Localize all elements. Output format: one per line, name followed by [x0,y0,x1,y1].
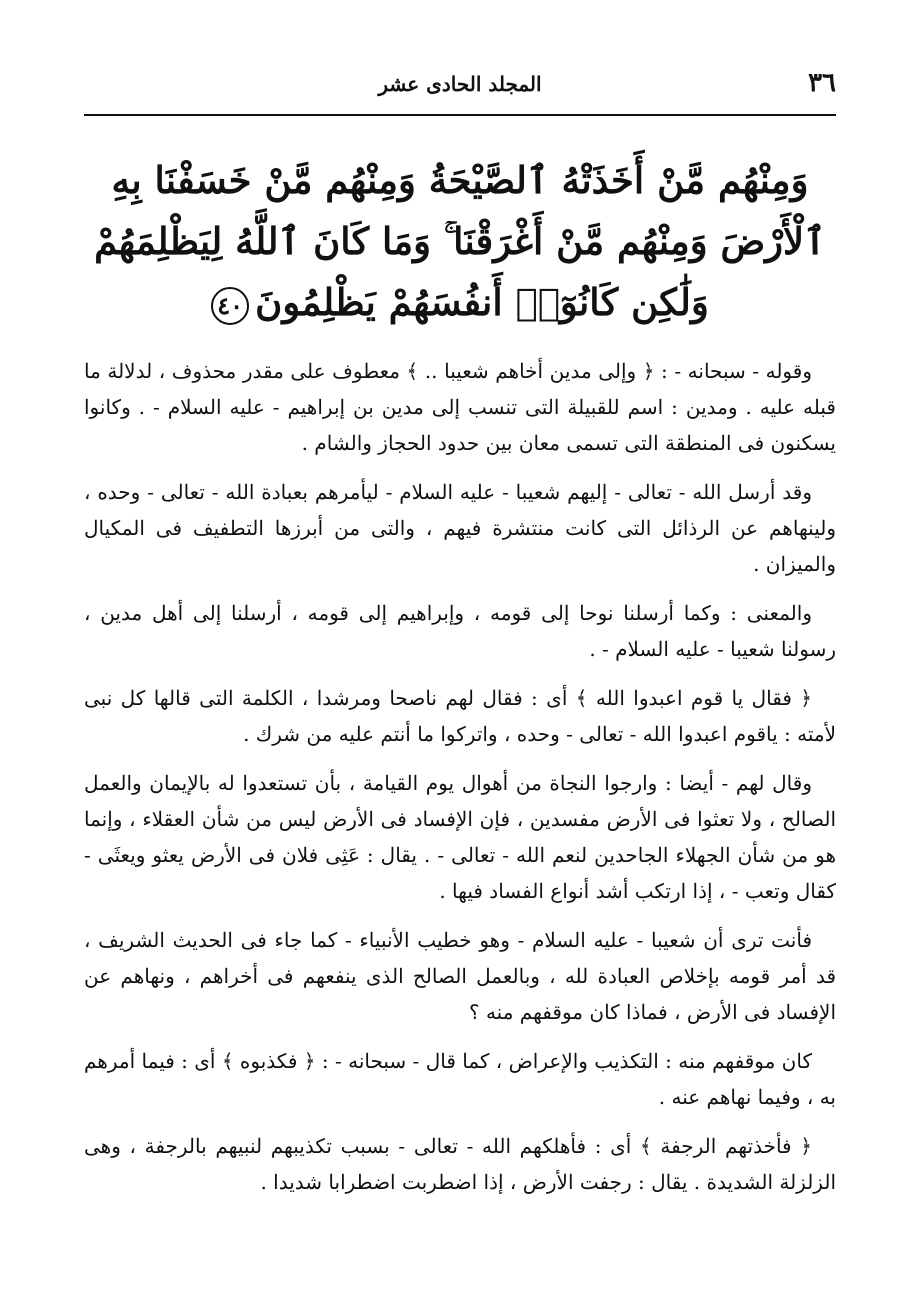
paragraph-5: وقال لهم - أيضا : وارجوا النجاة من أهوال يوم القيامة ، بأن تستعدوا له بالإيمان والعمل الصالح ، ولا تعثوا فى الأرض مفسدين ، فإن الإفساد فى الأرض ليس من شأن العقلاء ، وإنما هو من شأن الجهلاء الجاحدين لنعم الله - تعالى - . يقال : عَثِى فلان فى الأرض يعثو ويعثَى - كقال وتعب - ، إذا ارتكب أشد أنواع الفساد فيها . [84,771,836,903]
verse-line-3 [92,272,828,333]
commentary-text [84,353,836,1200]
paragraph-7: كان موقفهم منه : التكذيب والإعراض ، كما قال - سبحانه - : ﴿ فكذبوه ﴾ أى : فيما أمرهم به ، وفيما نهاهم عنه . [84,1049,836,1109]
paragraph-3: والمعنى : وكما أرسلنا نوحا إلى قومه ، وإبراهيم إلى قومه ، أرسلنا إلى أهل مدين ، رسولنا شعيبا - عليه السلام - . [84,601,836,661]
verse-line-2: ٱلْأَرْضَ وَمِنْهُم مَّنْ أَغْرَقْنَا ۚ وَمَا كَانَ ٱللَّهُ لِيَظْلِمَهُمْ [94,219,826,263]
book-page [84,62,836,1213]
page-number: ٣٦ [808,68,836,98]
paragraph-8: ﴿ فأخذتهم الرجفة ﴾ أى : فأهلكهم الله - تعالى - بسبب تكذيبهم لنبيهم بالرجفة ، وهى الزلزلة الشديدة . يقال : رجفت الأرض ، إذا اضطربت اضطرابا شديدا . [84,1134,836,1194]
running-title: المجلد الحادى عشر [378,72,542,96]
paragraph-2: وقد أرسل الله - تعالى - إليهم شعيبا - عليه السلام - ليأمرهم بعبادة الله - تعالى - وحده ، ولينهاهم عن الرذائل التى كانت منتشرة فيهم ، والتى من أبرزها التطفيف فى المكيال والميزان . [84,480,836,576]
paragraph-6: فأنت ترى أن شعيبا - عليه السلام - وهو خطيب الأنبياء - كما جاء فى الحديث الشريف ، قد أمر قومه بإخلاص العبادة لله ، وبالعمل الصالح الذى ينفعهم فى أخراهم ، ونهاهم عن الإفساد فى الأرض ، فماذا كان موقفهم منه ؟ [84,928,836,1024]
page-header [84,62,836,116]
verse-line-1: وَمِنْهُم مَّنْ أَخَذَتْهُ ٱلصَّيْحَةُ وَمِنْهُم مَّنْ خَسَفْنَا بِهِ [111,158,809,202]
paragraph-1: وقوله - سبحانه - : ﴿ وإلى مدين أخاهم شعيبا .. ﴾ معطوف على مقدر محذوف ، لدلالة ما قبله عليه . ومدين : اسم للقبيلة التى تنسب إلى مدين بن إبراهيم - عليه السلام - . وكانوا يسكنون فى المنطقة التى تسمى معان بين حدود الحجاز والشام . [84,359,836,455]
quran-verse [84,150,836,333]
paragraph-4: ﴿ فقال يا قوم اعبدوا الله ﴾ أى : فقال لهم ناصحا ومرشدا ، الكلمة التى قالها كل نبى لأمته : ياقوم اعبدوا الله - تعالى - وحده ، واتركوا ما أنتم عليه من شرك . [84,686,836,746]
verse-line-3-text: وَلَٰكِن كَانُوٓا۟ أَنفُسَهُمْ يَظْلِمُونَ [255,280,709,324]
ayah-number-marker: ٤٠ [211,287,249,325]
